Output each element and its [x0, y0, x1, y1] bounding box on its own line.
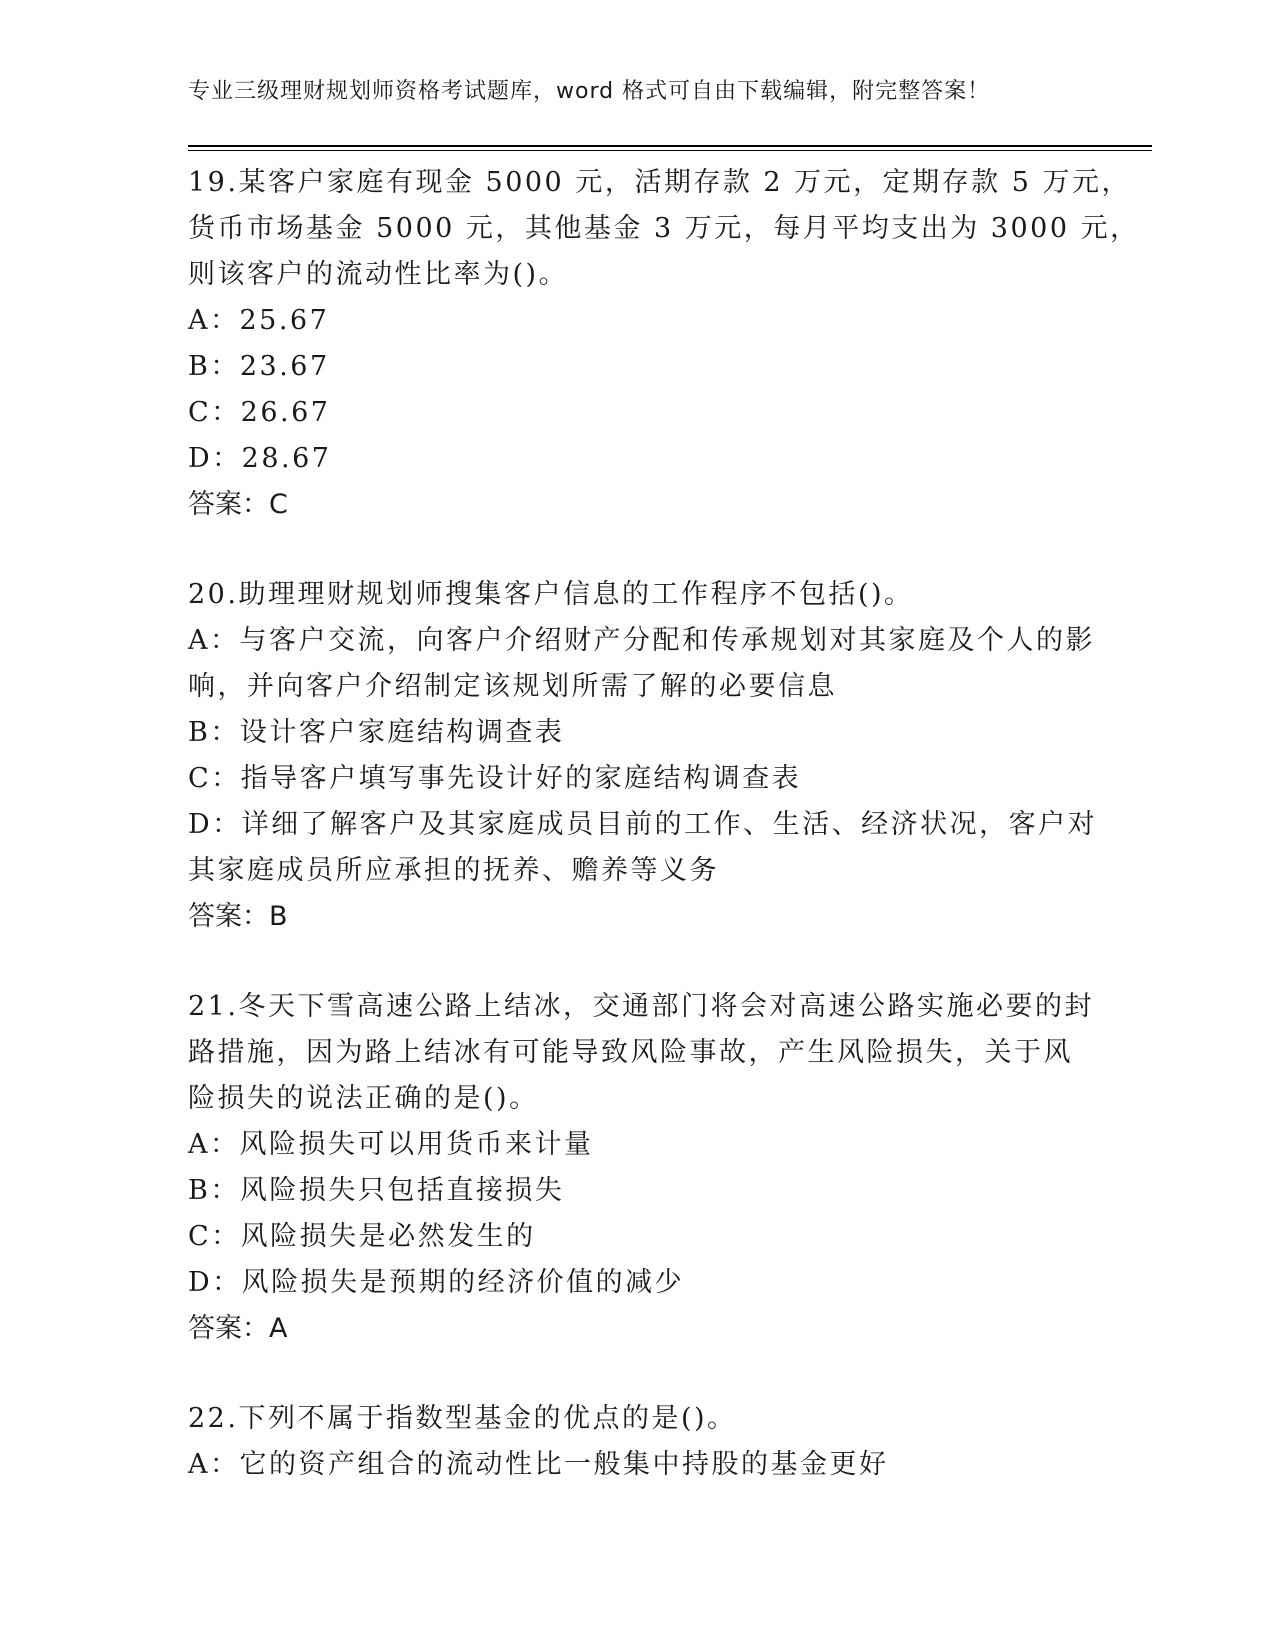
answer-label: 答案：A [188, 1313, 288, 1344]
answer-label: 答案：C [188, 489, 288, 520]
option-b: B：23.67 [188, 351, 330, 382]
header-rule-thin [188, 150, 1152, 151]
question-text-line: 路措施，因为路上结冰有可能导致风险事故，产生风险损失，关于风 [188, 1037, 1073, 1068]
option-c: C：指导客户填写事先设计好的家庭结构调查表 [188, 763, 802, 794]
option-d-continued: 其家庭成员所应承担的抚养、赡养等义务 [188, 855, 719, 886]
question-text-line: 则该客户的流动性比率为()。 [188, 259, 569, 290]
question-text-line: 险损失的说法正确的是()。 [188, 1083, 539, 1114]
header-rule-thick [188, 145, 1152, 147]
question-21 [188, 984, 1094, 1352]
option-a-continued: 响，并向客户介绍制定该规划所需了解的必要信息 [188, 671, 837, 702]
option-d: D：28.67 [188, 443, 332, 474]
question-text-line: 22.下列不属于指数型基金的优点的是()。 [188, 1403, 737, 1434]
question-19 [188, 160, 1140, 528]
option-a: A：25.67 [188, 305, 330, 336]
page-header: 专业三级理财规划师资格考试题库，word 格式可自由下载编辑，附完整答案！ [188, 79, 991, 104]
option-a: A：风险损失可以用货币来计量 [188, 1129, 594, 1160]
question-22 [188, 1396, 1088, 1488]
question-text-line: 货币市场基金 5000 元，其他基金 3 万元，每月平均支出为 3000 元， [188, 213, 1140, 244]
question-text-line: 21.冬天下雪高速公路上结冰，交通部门将会对高速公路实施必要的封 [188, 991, 1094, 1022]
option-a: A：与客户交流，向客户介绍财产分配和传承规划对其家庭及个人的影 [188, 625, 1095, 656]
option-b: B：风险损失只包括直接损失 [188, 1175, 565, 1206]
option-c: C：风险损失是必然发生的 [188, 1221, 536, 1252]
option-b: B：设计客户家庭结构调查表 [188, 717, 565, 748]
question-text-line: 20.助理理财规划师搜集客户信息的工作程序不包括()。 [188, 579, 914, 610]
question-list [188, 160, 1140, 1532]
option-c: C：26.67 [188, 397, 331, 428]
option-d: D：风险损失是预期的经济价值的减少 [188, 1267, 685, 1298]
question-text-line: 19.某客户家庭有现金 5000 元，活期存款 2 万元，定期存款 5 万元， [188, 167, 1132, 198]
question-20 [188, 572, 1098, 940]
option-d: D：详细了解客户及其家庭成员目前的工作、生活、经济状况，客户对 [188, 809, 1098, 840]
option-a: A：它的资产组合的流动性比一般集中持股的基金更好 [188, 1449, 889, 1480]
answer-label: 答案：B [188, 901, 288, 932]
